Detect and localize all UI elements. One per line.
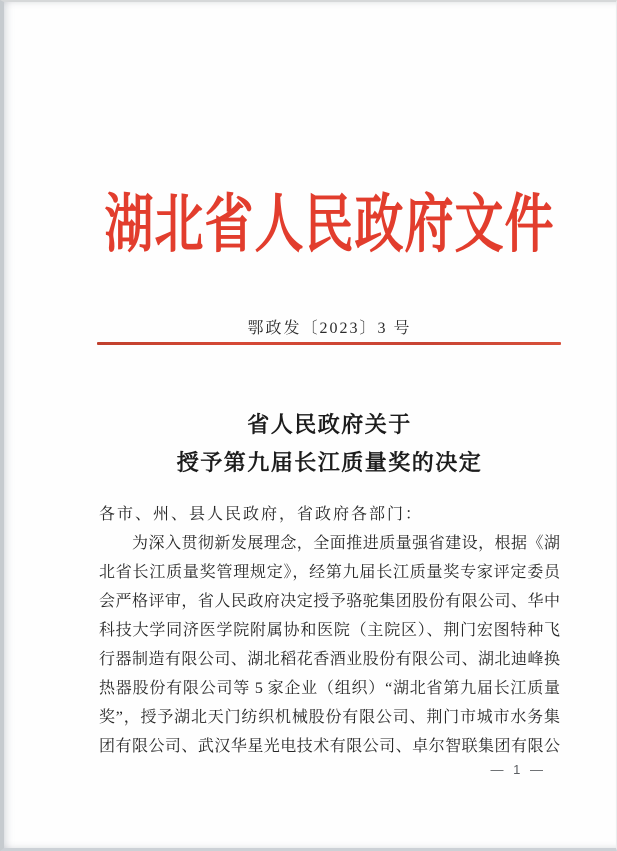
body-line: 行器制造有限公司、湖北稻花香酒业股份有限公司、湖北迪峰换 (99, 651, 560, 668)
body-line: 北省长江质量奖管理规定》，经第九届长江质量奖专家评定委员 (99, 564, 560, 581)
body-line: 为深入贯彻新发展理念，全面推进质量强省建设，根据《湖 (132, 535, 560, 552)
body-line: 团有限公司、武汉华星光电技术有限公司、卓尔智联集团有限公 (99, 738, 560, 755)
body-line: 奖”，授予湖北天门纺织机械股份有限公司、荆门市城市水务集 (99, 709, 560, 726)
document-body (99, 500, 560, 761)
red-divider-line (97, 342, 561, 345)
document-title-line1: 省人民政府关于 (247, 412, 412, 437)
document-number: 鄂政发〔2023〕3 号 (247, 320, 412, 337)
body-line: 科技大学同济医学院附属协和医院（主院区）、荆门宏图特种飞 (99, 622, 560, 639)
document-title-line2: 授予第九届长江质量奖的决定 (176, 450, 483, 475)
body-line: 会严格评审，省人民政府决定授予骆驼集团股份有限公司、华中 (99, 593, 560, 610)
document-header-title: 湖北省人民政府文件 (104, 188, 555, 261)
page-number: — 1 — (490, 762, 546, 777)
salutation-line: 各市、州、县人民政府，省政府各部门： (99, 506, 424, 523)
document-title (99, 406, 560, 482)
body-line: 热器股份有限公司等 5 家企业（组织）“湖北省第九届长江质量 (99, 680, 560, 697)
